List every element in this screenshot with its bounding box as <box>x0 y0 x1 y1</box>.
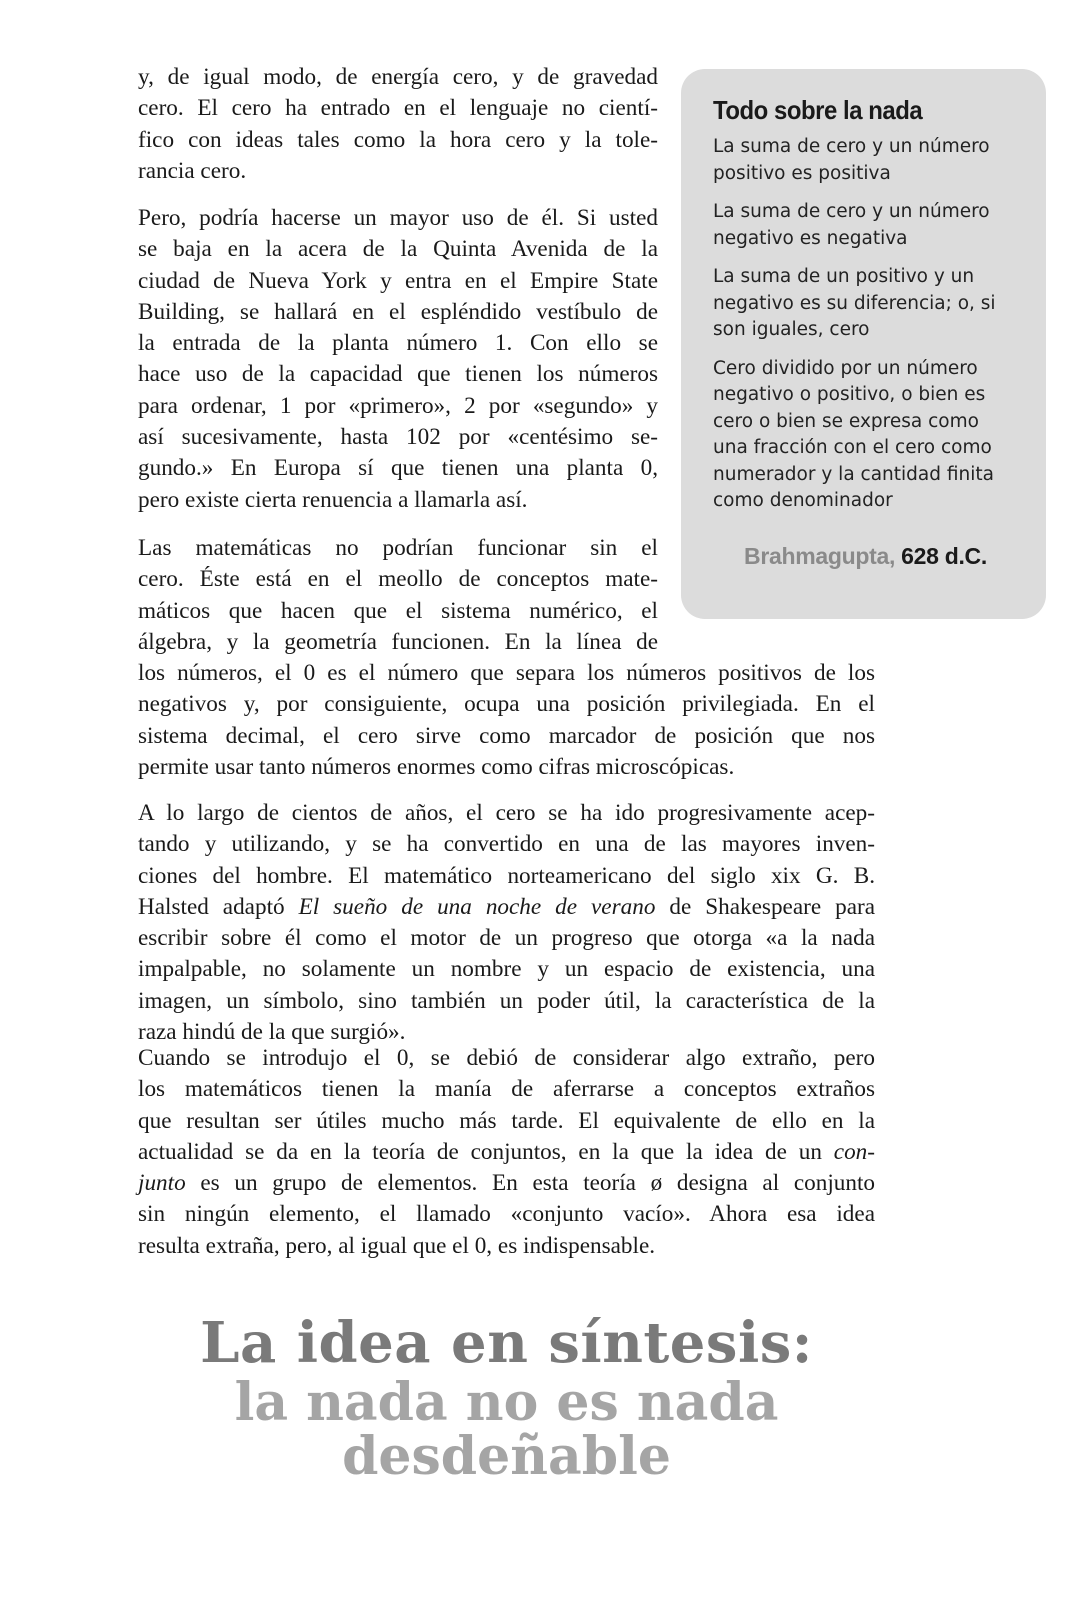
sidebar-attribution <box>713 543 1018 570</box>
text-segment: es un grupo de elementos. En esta teoría ø designa al conjunto <box>185 1170 875 1197</box>
text-line: tando y utilizando, y se ha convertido en una de las mayores inven- <box>138 831 875 858</box>
text-line: para ordenar, 1 por «primero», 2 por «segundo» y <box>138 392 658 419</box>
text-line: sin ningún elemento, el llamado «conjunto vacío». Ahora esa idea <box>138 1201 875 1228</box>
text-line <box>138 1137 875 1168</box>
text-segment: Halsted adaptó <box>138 893 299 920</box>
sidebar-rule: La suma de cero y un número negativo es negativa <box>713 201 990 249</box>
paragraph-4 <box>138 798 875 1048</box>
text-line: sistema decimal, el cero sirve como marcador de posición que nos <box>138 722 875 749</box>
text-line: máticos que hacen que el sistema numérico, el <box>138 597 658 624</box>
text-line: Building, se hallará en el espléndido vestíbulo de <box>138 298 658 325</box>
text-line: ciudad de Nueva York y entra en el Empire State <box>138 267 658 294</box>
emphasized-term: con- <box>833 1138 875 1165</box>
paragraph-3-narrow <box>138 533 658 658</box>
text-line: así sucesivamente, hasta 102 por «centésimo se- <box>138 424 658 451</box>
text-line: Cuando se introdujo el 0, se debió de considerar algo extraño, pero <box>138 1045 875 1071</box>
synthesis-title: La idea en síntesis: <box>200 1310 813 1376</box>
text-segment: de Shakespeare para <box>655 893 875 920</box>
attribution-name: Brahmagupta, <box>744 542 896 569</box>
sidebar-rule: Cero dividido por un número negativo o positivo, o bien es cero o bien se expresa como una fracción con el cero como numerador y la cantidad finita como denominador <box>713 357 994 511</box>
text-line: que resultan ser útiles mucho más tarde. El equivalente de ello en la <box>138 1107 875 1134</box>
text-line: fico con ideas tales como la hora cero y la tole- <box>138 126 658 153</box>
text-line <box>138 892 875 923</box>
synthesis-subtitle-line: desdeñable <box>342 1426 671 1487</box>
text-line: Pero, podría hacerse un mayor uso de él. Si usted <box>138 205 658 231</box>
text-line: álgebra, y la geometría funcionen. En la línea de <box>138 628 658 655</box>
text-line: impalpable, no solamente un nombre y un espacio de existencia, una <box>138 956 875 983</box>
text-line: se baja en la acera de la Quinta Avenida de la <box>138 236 658 263</box>
sidebar-rule: La suma de cero y un número positivo es positiva <box>713 136 990 184</box>
text-line: hace uso de la capacidad que tienen los números <box>138 361 658 388</box>
text-line: imagen, un símbolo, sino también un poder útil, la característica de la <box>138 987 875 1014</box>
text-line: los matemáticos tienen la manía de aferrarse a conceptos extraños <box>138 1076 875 1103</box>
paragraph-2 <box>138 203 658 516</box>
paragraph-1 <box>138 62 658 187</box>
text-line: A lo largo de cientos de años, el cero se ha ido progresivamente acep- <box>138 800 875 826</box>
sidebar-rule: La suma de un positivo y un negativo es su diferencia; o, si son iguales, cero <box>713 266 996 340</box>
attribution-date: 628 d.C. <box>901 542 987 569</box>
book-title: El sueño de una noche de verano <box>298 893 656 920</box>
synthesis-subtitle <box>138 1372 875 1487</box>
text-line: raza hindú de la que surgió». <box>138 1019 406 1046</box>
emphasized-term: junto <box>138 1170 186 1197</box>
text-line: los números, el 0 es el número que separa los números positivos de los <box>138 660 875 686</box>
text-line: Las matemáticas no podrían funcionar sin el <box>138 535 658 561</box>
sidebar-box <box>681 69 1046 619</box>
text-line: pero existe cierta renuencia a llamarla así. <box>138 486 528 513</box>
text-line: la entrada de la planta número 1. Con ello se <box>138 330 658 357</box>
text-line: gundo.» En Europa sí que tienen una planta 0, <box>138 455 658 482</box>
text-line: escribir sobre él como el motor de un progreso que otorga «a la nada <box>138 925 875 952</box>
text-line: negativos y, por consiguiente, ocupa una posición privilegiada. En el <box>138 691 875 718</box>
sidebar-title: Todo sobre la nada <box>713 95 923 125</box>
text-line <box>138 1168 875 1199</box>
text-line: resulta extraña, pero, al igual que el 0, es indispensable. <box>138 1232 656 1259</box>
paragraph-5 <box>138 1043 875 1262</box>
text-segment: actualidad se da en la teoría de conjuntos, en la que la idea de un <box>138 1138 834 1165</box>
text-line: cero. Éste está en el meollo de conceptos mate- <box>138 566 658 593</box>
text-line: y, de igual modo, de energía cero, y de gravedad <box>138 64 658 90</box>
paragraph-3-wide <box>138 658 875 783</box>
text-line: cero. El cero ha entrado en el lenguaje no cientí- <box>138 95 658 122</box>
text-line: permite usar tanto números enormes como cifras microscópicas. <box>138 753 735 780</box>
synthesis-subtitle-line: la nada no es nada <box>234 1372 779 1433</box>
text-line: ciones del hombre. El matemático norteamericano del siglo xix G. B. <box>138 862 875 889</box>
text-line: rancia cero. <box>138 157 247 184</box>
